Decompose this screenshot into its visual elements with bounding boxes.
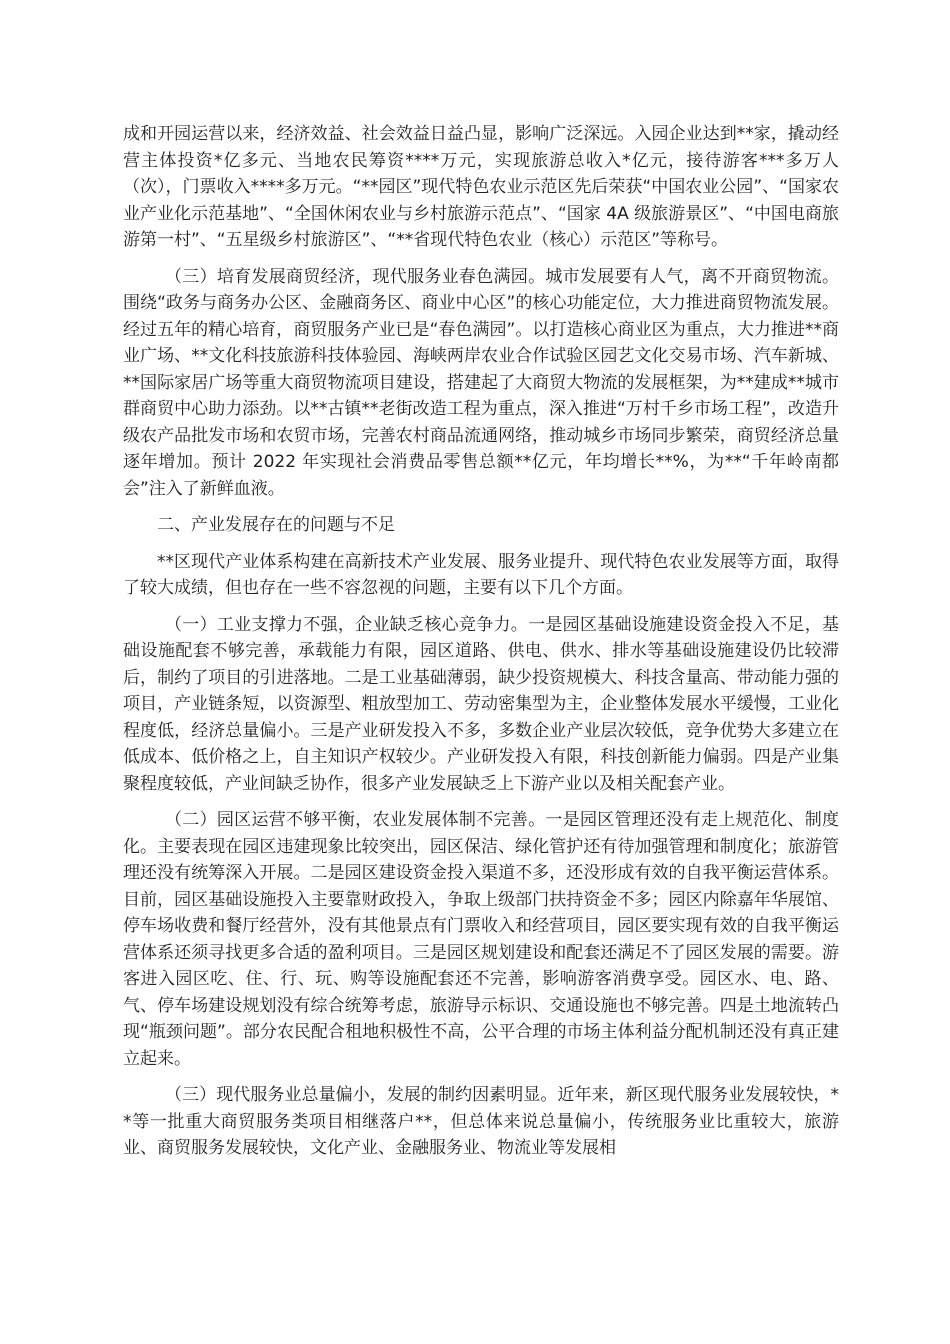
paragraph-commerce-trade: （三）培育发展商贸经济，现代服务业春色满园。城市发展要有人气，离不开商贸物流。围绕“政务与商务办公区、金融商务区、商业中心区”的核心功能定位，大力推进商贸物流发展。经过五年的精心培育，商贸服务产业已是“春色满园”。以打造核心商业区为重点，大力推进**商业广场、**文化科技旅游科技体验园、海峡两岸农业合作试验区园艺文化交易市场、汽车新城、**国际家居广场等重大商贸物流项目建设，搭建起了大商贸大物流的发展框架，为**建成**城市群商贸中心助力添劲。以**古镇**老街改造工程为重点，深入推进“万村千乡市场工程”，改造升级农产品批发市场和农贸市场，完善农村商品流通网络，推动城乡市场同步繁荣，商贸经济总量逐年增加。预计 2022 年实现社会消费品零售总额**亿元，年均增长**%，为**“千年岭南都会”注入了新鲜血液。 (123, 266, 839, 499)
paragraph-park-operation: （二）园区运营不够平衡，农业发展体制不完善。一是园区管理还没有走上规范化、制度化。主要表现在园区违建现象比较突出，园区保洁、绿化管护还有待加强管理和制度化；旅游管理还没有统筹深入开展。二是园区建设资金投入渠道不多，还没形成有效的自我平衡运营体系。目前，园区基础设施投入主要靠财政投入，争取上级部门扶持资金不多；园区内除嘉年华展馆、停车场收费和餐厅经营外，没有其他景点有门票收入和经营项目，园区要实现有效的自我平衡运营体系还须寻找更多合适的盈利项目。三是园区规划建设和配套还满足不了园区发展的需要。游客进入园区吃、住、行、玩、购等设施配套还不完善，影响游客消费享受。园区水、电、路、气、停车场建设规划没有综合统筹考虑，旅游导示标识、交通设施也不够完善。四是土地流转凸现“瓶颈问题”。部分农民配合租地积极性不高，公平合理的市场主体利益分配机制还没有真正建立起来。 (123, 810, 839, 1069)
paragraph-service-industry: （三）现代服务业总量偏小，发展的制约因素明显。近年来，新区现代服务业发展较快，**等一批重大商贸服务类项目相继落户**，但总体来说总量偏小，传统服务业比重较大，旅游业、商贸服务发展较快，文化产业、金融服务业、物流业等发展相 (123, 1085, 839, 1158)
section-heading-problems: 二、产业发展存在的问题与不足 (157, 515, 395, 535)
document-body (123, 121, 839, 1172)
paragraph-industry-support: （一）工业支撑力不强，企业缺乏核心竞争力。一是园区基础设施建设资金投入不足，基础设施配套不够完善，承载能力有限，园区道路、供电、供水、排水等基础设施建设仍比较滞后，制约了项目的引进落地。二是工业基础薄弱，缺少投资规模大、科技含量高、带动能力强的项目，产业链条短，以资源型、粗放型加工、劳动密集型为主，企业整体发展水平缓慢，工业化程度低，经济总量偏小。三是产业研发投入不多，多数企业产业层次较低，竞争优势大多建立在低成本、低价格之上，自主知识产权较少。产业研发投入有限，科技创新能力偏弱。四是产业集聚程度较低，产业间缺乏协作，很多产业发展缺乏上下游产业以及相关配套产业。 (123, 614, 839, 794)
paragraph-park-achievements: 成和开园运营以来，经济效益、社会效益日益凸显，影响广泛深远。入园企业达到**家，撬动经营主体投资*亿多元、当地农民筹资****万元，实现旅游总收入*亿元，接待游客***多万人（次），门票收入****多万元。“**园区”现代特色农业示范区先后荣获“中国农业公园”、“国家农业产业化示范基地”、“全国休闲农业与乡村旅游示范点”、“国家 4A 级旅游景区”、“中国电商旅游第一村”、“五星级乡村旅游区”、“**省现代特色农业（核心）示范区”等称号。 (123, 124, 839, 250)
paragraph-problems-intro: **区现代产业体系构建在高新技术产业发展、服务业提升、现代特色农业发展等方面，取得了较大成绩，但也存在一些不容忽视的问题，主要有以下几个方面。 (123, 551, 839, 598)
